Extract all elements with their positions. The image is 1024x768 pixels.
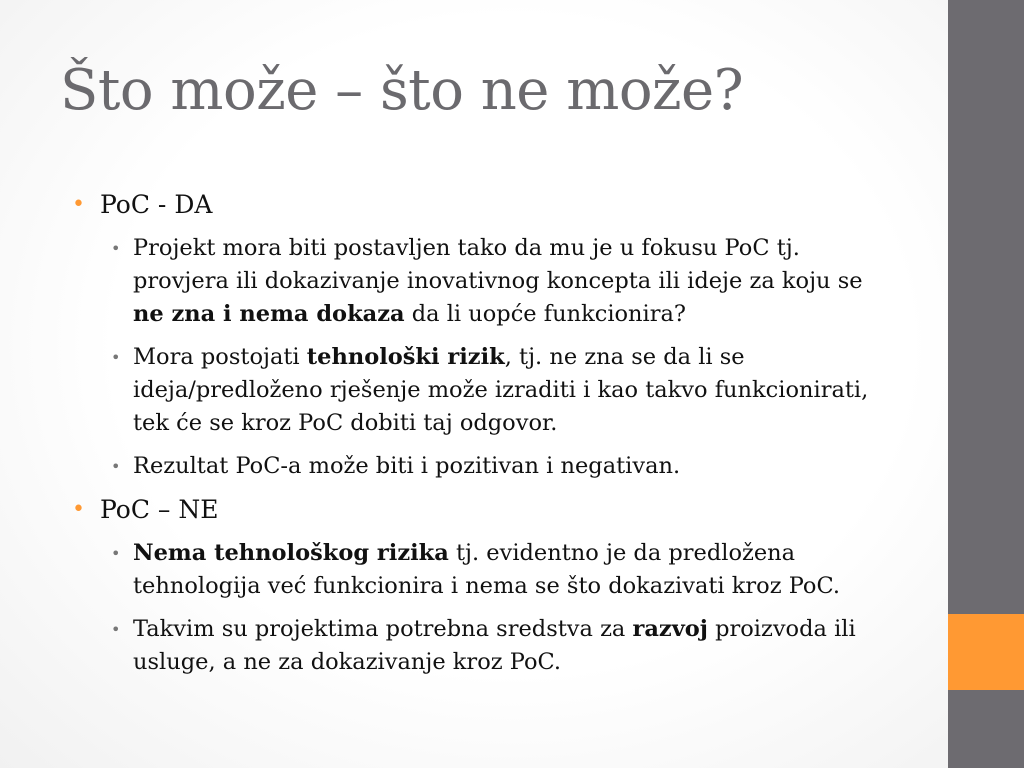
- bullet-poc-ne: [72, 493, 932, 527]
- bullet-text: Projekt mora biti postavljen tako da mu je u fokusu PoC tj. provjera ili dokazivanje inovativnog koncepta ili ideje za koju se: [133, 235, 863, 294]
- bullet-text: Rezultat PoC-a može biti i pozitivan i negativan.: [133, 453, 681, 479]
- bullet-bold-text: ne zna i nema dokaza: [133, 301, 405, 327]
- bullet-text: Takvim su projektima potrebna sredstva za: [133, 616, 633, 642]
- bullet-text: da li uopće funkcionira?: [404, 301, 686, 327]
- bullet-bold-text: Nema tehnološkog rizika: [133, 540, 449, 566]
- sub-bullet-dot-icon: •: [111, 457, 121, 476]
- sub-bullet-dot-icon: •: [111, 239, 121, 258]
- sub-bullet: [105, 613, 893, 679]
- bullet-bold-text: razvoj: [632, 616, 708, 642]
- section-heading: PoC - DA: [100, 190, 213, 219]
- slide-content: [72, 188, 932, 689]
- slide-title: Što može – što ne može?: [60, 58, 744, 123]
- bullet-poc-da: [72, 188, 932, 222]
- decorative-accent-block: [948, 614, 1024, 690]
- bullet-text: tj. evidentno je da predložena tehnologija već funkcionira i nema se što dokazivati kroz PoC.: [133, 540, 841, 599]
- bullet-dot-icon: •: [72, 497, 85, 522]
- sub-bullet: [105, 450, 893, 483]
- sub-bullet: [105, 341, 893, 440]
- section-heading: PoC – NE: [100, 495, 219, 524]
- sub-bullet-dot-icon: •: [111, 620, 121, 639]
- bullet-text: , tj. ne zna se da li se ideja/predloženo rješenje može izraditi i kao takvo funkcionirati, tek će se kroz PoC dobiti taj odgovor.: [133, 344, 869, 436]
- bullet-dot-icon: •: [72, 192, 85, 217]
- sub-bullet: [105, 232, 893, 331]
- bullet-bold-text: tehnološki rizik: [306, 344, 505, 370]
- bullet-text: proizvoda ili usluge, a ne za dokazivanje kroz PoC.: [133, 616, 856, 675]
- sub-bullet-dot-icon: •: [111, 544, 121, 563]
- sub-bullet: [105, 537, 893, 603]
- sub-bullet-dot-icon: •: [111, 348, 121, 367]
- bullet-text: Mora postojati: [133, 344, 307, 370]
